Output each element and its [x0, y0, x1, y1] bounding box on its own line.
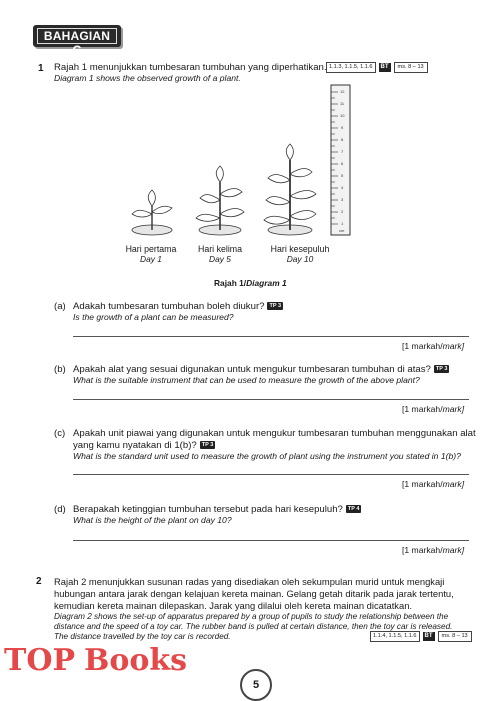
ruler-icon: [331, 85, 350, 235]
answer-line-c[interactable]: [73, 474, 469, 475]
ruler-tick: 7: [341, 149, 344, 154]
tp-badge: TP 3: [269, 303, 281, 310]
q2-ms-line-3: kemudian kereta mainan dilepaskan. Jarak yang dilalui oleh kereta mainan dicatatkan.: [54, 600, 413, 611]
q2-en-line-2: distance and the speed of a toy car. The rubber band is pulled at certain distance, then the toy car is released.: [54, 622, 453, 631]
ruler-tick: 3: [341, 197, 344, 202]
part-a-en: Is the growth of a plant can be measured?: [73, 312, 234, 322]
caption-day5-en: Day 5: [209, 254, 231, 264]
caption-day5-ms: Hari kelima: [198, 244, 242, 254]
caption-day1-en: Day 1: [140, 254, 162, 264]
diagram-caption: [214, 278, 287, 288]
ruler-tick: 5: [341, 173, 344, 178]
q2-en-line-1: Diagram 2 shows the set-up of apparatus prepared by a group of pupils to study the relationship between the: [54, 612, 449, 621]
caption-day10-en: Day 10: [286, 254, 314, 264]
bt-badge: BT: [380, 64, 389, 70]
q2-reference-tags: [370, 631, 472, 642]
tp-badge: TP 3: [201, 442, 214, 449]
part-c-ms: Apakah unit piawai yang digunakan untuk mengukur tumbesaran tumbuhan menggunakan alat: [73, 428, 476, 439]
plant-day5-icon: [196, 166, 244, 235]
marks-ms: [1 markah/: [402, 341, 443, 351]
plant-day10-icon: [264, 144, 316, 235]
part-c-ms2: yang kamu nyatakan di 1(b)?: [73, 440, 197, 451]
diagram-caption-ms: Rajah 1/: [214, 278, 247, 288]
tp-badge: TP 3: [435, 366, 448, 373]
marks-a: [402, 341, 464, 351]
ruler-tick: 6: [341, 161, 344, 166]
caption-day1-ms: Hari pertama: [125, 244, 177, 254]
bt-badge: BT: [424, 633, 433, 639]
marks-ms: [1 markah/: [402, 404, 443, 414]
part-label-d: (d): [54, 504, 66, 515]
ruler-tick: 12: [340, 89, 345, 94]
q2-ms-line-2: hubungan antara jarak dengan kelajuan kereta mainan. Gelang getah ditarik pada jarak tertentu,: [54, 588, 454, 599]
question-stem-ms: Rajah 1 menunjukkan tumbesaran tumbuhan yang diperhatikan.: [54, 62, 327, 73]
section-header: [33, 25, 121, 57]
answer-line-a[interactable]: [73, 336, 469, 337]
ruler-tick: 1: [341, 221, 344, 226]
part-d-en: What is the height of the plant on day 10?: [73, 515, 232, 525]
marks-ms: [1 markah/: [402, 479, 443, 489]
ruler-tick: 8: [341, 137, 344, 142]
marks-d: [402, 545, 464, 555]
answer-line-d[interactable]: [73, 540, 469, 541]
page-ref: ms. 8 – 13: [394, 62, 428, 73]
part-label-a: (a): [54, 301, 66, 312]
ruler-tick: 2: [341, 209, 344, 214]
topbooks-watermark: [0, 639, 215, 687]
question-stem-en: Diagram 1 shows the observed growth of a plant.: [54, 73, 241, 83]
question-number: 1: [38, 63, 44, 74]
syllabus-ref: 1.1.4, 1.1.5, 1.1.6: [370, 631, 420, 642]
marks-b: [402, 404, 464, 414]
plant-growth-diagram: [100, 82, 360, 242]
part-a-ms: Adakah tumbesaran tumbuhan boleh diukur?: [73, 301, 265, 312]
part-label-c: (c): [54, 428, 66, 439]
marks-en: mark]: [442, 479, 465, 489]
syllabus-ref: 1.1.3, 1.1.5, 1.1.6: [326, 62, 376, 73]
marks-en: mark]: [442, 404, 465, 414]
page-number: 5: [240, 669, 272, 701]
marks-c: [402, 479, 464, 489]
ruler-tick: 10: [340, 113, 345, 118]
ruler-unit: cm: [339, 228, 345, 233]
marks-en: mark]: [442, 341, 465, 351]
caption-day10: [255, 244, 345, 264]
reference-tags: [326, 62, 428, 73]
question-number: 2: [36, 576, 42, 587]
caption-day5: [175, 244, 265, 264]
marks-ms: [1 markah/: [402, 545, 443, 555]
q2-en-line-3: The distance travelled by the toy car is recorded.: [54, 632, 231, 641]
watermark-text-books: Books: [84, 643, 188, 678]
marks-en: mark]: [442, 545, 465, 555]
part-b-en: What is the suitable instrument that can be used to measure the growth of the above plant?: [73, 375, 420, 385]
part-b-ms: Apakah alat yang sesuai digunakan untuk mengukur tumbesaran tumbuhan di atas?: [73, 364, 431, 375]
ruler-tick: 4: [341, 185, 344, 190]
tp-badge: TP 4: [347, 506, 360, 513]
page-ref: ms. 8 – 13: [438, 631, 472, 642]
ruler-tick: 11: [340, 101, 345, 106]
diagram-caption-en: Diagram 1: [246, 278, 287, 288]
plant-day1-icon: [132, 190, 172, 235]
part-d-ms: Berapakah ketinggian tumbuhan tersebut pada hari kesepuluh?: [73, 504, 343, 515]
section-title: BAHAGIAN C: [37, 28, 117, 44]
answer-line-b[interactable]: [73, 399, 469, 400]
watermark-text-top: TOP: [4, 643, 76, 678]
part-c-en: What is the standard unit used to measure the growth of plant using the instrument you stated in 1(b)?: [73, 451, 461, 461]
part-label-b: (b): [54, 364, 66, 375]
q2-ms-line-1: Rajah 2 menunjukkan susunan radas yang disediakan oleh sekumpulan murid untuk mengkaji: [54, 576, 445, 587]
ruler-tick: 9: [341, 125, 344, 130]
caption-day10-ms: Hari kesepuluh: [270, 244, 330, 254]
